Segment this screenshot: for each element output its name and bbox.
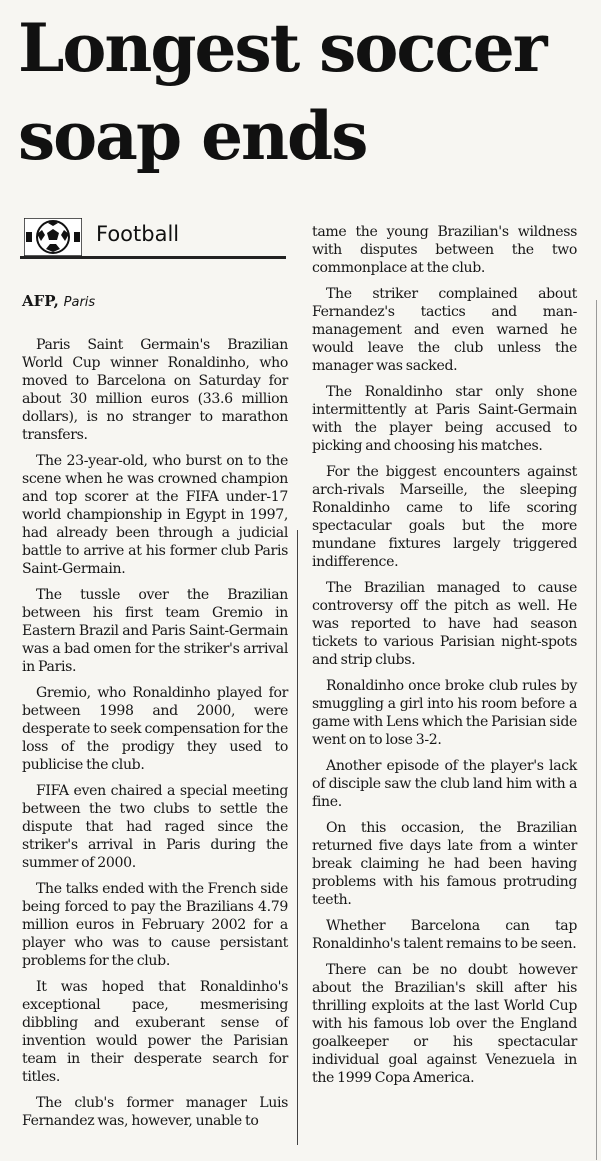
adjacent-article-edge bbox=[592, 300, 601, 1160]
adjacent-article-rule bbox=[596, 300, 597, 1160]
paragraph: There can be no doubt however about the Brazilian's skill after his thrilling exploits at the last World Cup with his famous lob over the England goalkeeper or his spectacular individual goal against Venezuela in the 1999 Copa America. bbox=[312, 962, 577, 1086]
paragraph: The striker complained about Fernandez's tactics and man-management and even warned he would leave the club unless the manager was sacked. bbox=[312, 286, 577, 374]
section-header bbox=[20, 216, 286, 260]
column-divider bbox=[297, 530, 298, 1145]
paragraph: The Ronaldinho star only shone intermittently at Paris Saint-Germain with the player being accused to picking and choosing his matches. bbox=[312, 384, 577, 454]
article-column-2 bbox=[312, 223, 577, 1095]
paragraph: The Brazilian managed to cause controversy off the pitch as well. He was reported to have had season tickets to various Parisian night-spots and strip clubs. bbox=[312, 580, 577, 668]
paragraph: The talks ended with the French side being forced to pay the Brazilians 4.79 million euros in February 2002 for a player who was to cause persistant problems for the club. bbox=[22, 881, 288, 969]
paragraph: For the biggest encounters against arch-rivals Marseille, the sleeping Ronaldinho came to life scoring spectacular goals but the more mundane fixtures largely triggered indifference. bbox=[312, 464, 577, 570]
paragraph: Gremio, who Ronaldinho played for between 1998 and 2000, were desperate to seek compensation for the loss of the prodigy they used to publicise the club. bbox=[22, 685, 288, 773]
headline-line-1: Longest soccer bbox=[18, 9, 546, 87]
paragraph: On this occasion, the Brazilian returned five days late from a winter break claiming he had been having problems with his famous protruding teeth. bbox=[312, 820, 577, 908]
article-column-1 bbox=[22, 336, 288, 1138]
byline-agency: AFP, bbox=[22, 292, 59, 310]
paragraph: The 23-year-old, who burst on to the scene when he was crowned champion and top scorer at the FIFA under-17 world championship in Egypt in 1997, had already been through a judicial battle to arrive at his former club Paris Saint-Germain. bbox=[22, 453, 288, 577]
paragraph: The club's former manager Luis Fernandez was, however, unable to bbox=[22, 1095, 288, 1129]
headline-line-2: soap ends bbox=[18, 97, 367, 175]
paragraph: Another episode of the player's lack of disciple saw the club land him with a fine. bbox=[312, 758, 577, 810]
paragraph: Ronaldinho once broke club rules by smuggling a girl into his room before a game with Lens which the Parisian side went on to lose 3-2. bbox=[312, 678, 577, 748]
paragraph: Paris Saint Germain's Brazilian World Cup winner Ronaldinho, who moved to Barcelona on Saturday for about 30 million euros (33.6 million dollars), is no stranger to marathon transfers. bbox=[22, 337, 288, 443]
paragraph: It was hoped that Ronaldinho's exceptional pace, mesmerising dibbling and exuberant sense of invention would power the Parisian team in their desperate search for titles. bbox=[22, 979, 288, 1085]
paragraph: tame the young Brazilian's wildness with disputes between the two commonplace at the club. bbox=[312, 224, 577, 276]
section-rule bbox=[20, 256, 286, 259]
paragraph: Whether Barcelona can tap Ronaldinho's talent remains to be seen. bbox=[312, 918, 577, 952]
byline bbox=[22, 292, 95, 310]
paragraph: The tussle over the Brazilian between his first team Gremio in Eastern Brazil and Paris Saint-Germain was a bad omen for the striker's arrival in Paris. bbox=[22, 587, 288, 675]
byline-place: Paris bbox=[63, 295, 96, 310]
paragraph: FIFA even chaired a special meeting between the two clubs to settle the dispute that had raged since the striker's arrival in Paris during the summer of 2000. bbox=[22, 783, 288, 871]
section-label: Football bbox=[96, 222, 180, 246]
soccer-ball-icon bbox=[24, 218, 82, 256]
headline bbox=[18, 4, 593, 180]
